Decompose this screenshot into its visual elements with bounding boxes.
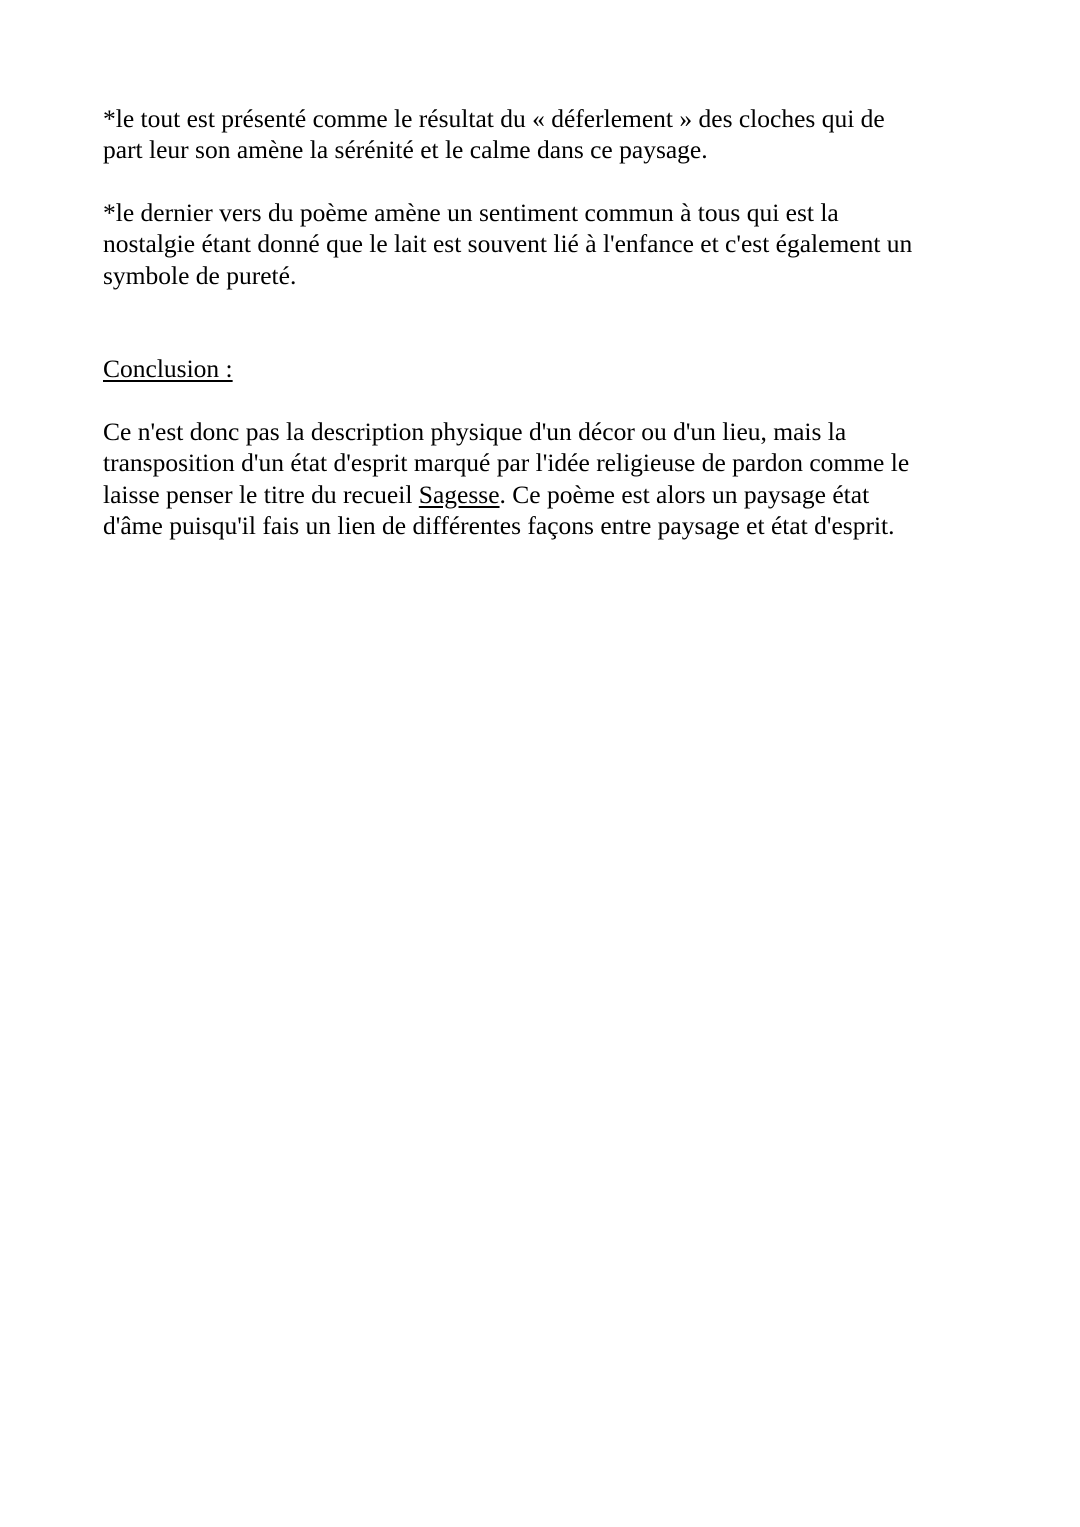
text-line: nostalgie étant donné que le lait est souvent lié à l'enfance et c'est également un — [103, 229, 913, 259]
paragraph-bells — [103, 103, 885, 166]
text-line: d'âme puisqu'il fais un lien de différentes façons entre paysage et état d'esprit. — [103, 510, 895, 540]
text-segment: laisse penser le titre du recueil — [103, 479, 419, 509]
text-line — [103, 479, 909, 510]
book-title-sagesse: Sagesse — [418, 479, 500, 509]
text-line: *le dernier vers du poème amène un sentiment commun à tous qui est la — [103, 198, 839, 227]
paragraph-last-verse — [103, 197, 912, 291]
text-line: symbole de pureté. — [103, 260, 297, 290]
text-segment: . Ce poème est alors un paysage état — [499, 479, 870, 509]
paragraph-conclusion — [103, 416, 909, 541]
text-line: *le tout est présenté comme le résultat du « déferlement » des cloches qui de — [103, 104, 885, 133]
text-line: part leur son amène la sérénité et le calme dans ce paysage. — [103, 135, 708, 165]
text-line: transposition d'un état d'esprit marqué par l'idée religieuse de pardon comme le — [103, 448, 910, 478]
conclusion-heading: Conclusion : — [103, 354, 233, 383]
text-line: Ce n'est donc pas la description physique d'un décor ou d'un lieu, mais la — [103, 417, 847, 446]
